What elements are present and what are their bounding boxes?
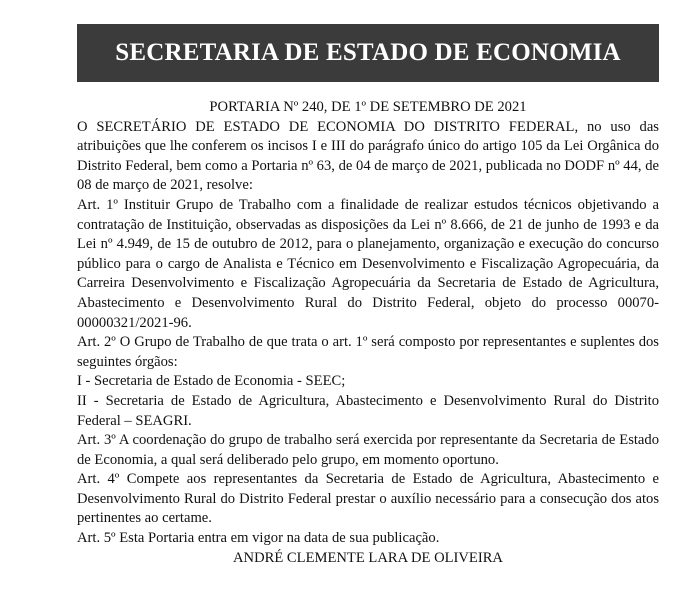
list-item: II - Secretaria de Estado de Agricultura, Abastecimento e Desenvolvimento Rural do Distrito Federal – SEAGRI.	[77, 392, 659, 429]
article-4-paragraph: Art. 4º Compete aos representantes da Secretaria de Estado de Agricultura, Abastecimento e Desenvolvimento Rural do Distrito Federal prestar o auxílio necessário para a consecução dos atos pertinentes ao certame.	[77, 471, 659, 527]
ordinance-heading: PORTARIA Nº 240, DE 1º DE SETEMBRO DE 2021	[209, 99, 527, 115]
document-body	[77, 98, 659, 568]
section-header-band	[77, 24, 659, 82]
preamble-paragraph: O SECRETÁRIO DE ESTADO DE ECONOMIA DO DISTRITO FEDERAL, no uso das atribuições que lhe conferem os incisos I e III do parágrafo único do artigo 105 da Lei Orgânica do Distrito Federal, bem como a Portaria nº 63, de 04 de março de 2021, publicada no DODF nº 44, de 08 de março de 2021, resolve:	[77, 118, 659, 194]
list-item: I - Secretaria de Estado de Economia - SEEC;	[77, 373, 346, 390]
article-2-paragraph: Art. 2º O Grupo de Trabalho de que trata o art. 1º será composto por representantes e suplentes dos seguintes órgãos:	[77, 334, 659, 370]
article-1-paragraph: Art. 1º Instituir Grupo de Trabalho com a finalidade de realizar estudos técnicos objetivando a contratação de Instituição, observadas as disposições da Lei nº 8.666, de 21 de junho de 1993 e da Lei nº 4.949, de 15 de outubro de 2012, para o planejamento, organização e execução do concurso público para o cargo de Analista e Técnico em Desenvolvimento e Fiscalização Agropecuária, da Carreira Desenvolvimento e Fiscalização Agropecuária da Secretaria de Estado de Agricultura, Abastecimento e Desenvolvimento Rural do Distrito Federal, objeto do processo 00070-00000321/2021-96.	[77, 196, 659, 331]
article-3-paragraph: Art. 3º A coordenação do grupo de trabalho será exercida por representante da Secretaria de Estado de Economia, a qual será deliberado pelo grupo, em momento oportuno.	[77, 432, 659, 468]
signatory-name: ANDRÉ CLEMENTE LARA DE OLIVEIRA	[233, 549, 503, 566]
article-5-paragraph: Art. 5º Esta Portaria entra em vigor na data de sua publicação.	[77, 530, 440, 547]
section-title: SECRETARIA DE ESTADO DE ECONOMIA	[115, 39, 621, 66]
